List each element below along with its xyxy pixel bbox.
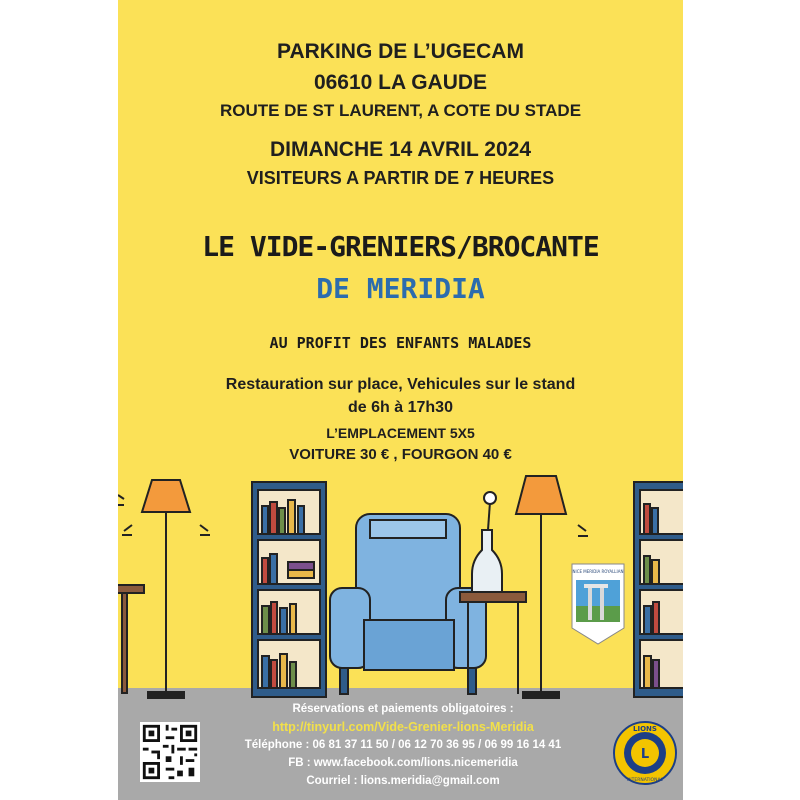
footer-info (213, 700, 593, 790)
road-text: ROUTE DE ST LAURENT, A COTE DU STADE (219, 101, 582, 120)
prices-text: VOITURE 30 € , FOURGON 40 € (289, 446, 512, 463)
email-text: Courriel : lions.meridia@gmail.com (306, 775, 500, 787)
food-text: Restauration sur place, Vehicules sur le stand (225, 376, 576, 393)
visitors-text: VISITEURS A PARTIR DE 7 HEURES (246, 168, 555, 188)
city-text: 06610 LA GAUDE (313, 71, 488, 94)
right-bookshelf-icon (634, 482, 683, 697)
pennant-text: NICE MERIDIA ROYALLIAN (572, 569, 624, 574)
event-title: LE VIDE-GRENIERS/BROCANTE (202, 230, 599, 263)
left-edge-shelf (118, 585, 144, 693)
reservation-link[interactable]: http://tinyurl.com/Vide-Grenier-lions-Meridia (272, 720, 534, 734)
svg-text:L: L (640, 747, 650, 762)
poster (118, 0, 683, 800)
event-subtitle: AU PROFIT DES ENFANTS MALADES (269, 334, 532, 352)
event-title-organizer: DE MERIDIA (316, 272, 485, 305)
date-text: DIMANCHE 14 AVRIL 2024 (269, 138, 532, 161)
hours-text: de 6h à 17h30 (348, 399, 453, 416)
left-wall-sconce-icon (118, 495, 124, 505)
reservation-text: Réservations et paiements obligatoires : (292, 703, 514, 715)
armchair-icon (330, 514, 486, 694)
flower-vase-icon (472, 492, 502, 592)
lions-logo-ring-text: INTERNATIONAL (626, 778, 664, 783)
lions-international-logo (612, 720, 678, 786)
lions-club-pennant (570, 562, 626, 646)
lions-logo-text: LIONS (633, 725, 657, 733)
left-bookshelf-icon (252, 482, 326, 697)
phone-text: Téléphone : 06 81 37 11 50 / 06 12 70 36 95 / 06 99 16 14 41 (244, 739, 562, 751)
venue-text: PARKING DE L’UGECAM (277, 40, 524, 63)
qr-code-icon (140, 722, 200, 782)
facebook-text: FB : www.facebook.com/lions.nicemeridia (288, 757, 518, 769)
plot-text: L’EMPLACEMENT 5X5 (326, 425, 475, 441)
